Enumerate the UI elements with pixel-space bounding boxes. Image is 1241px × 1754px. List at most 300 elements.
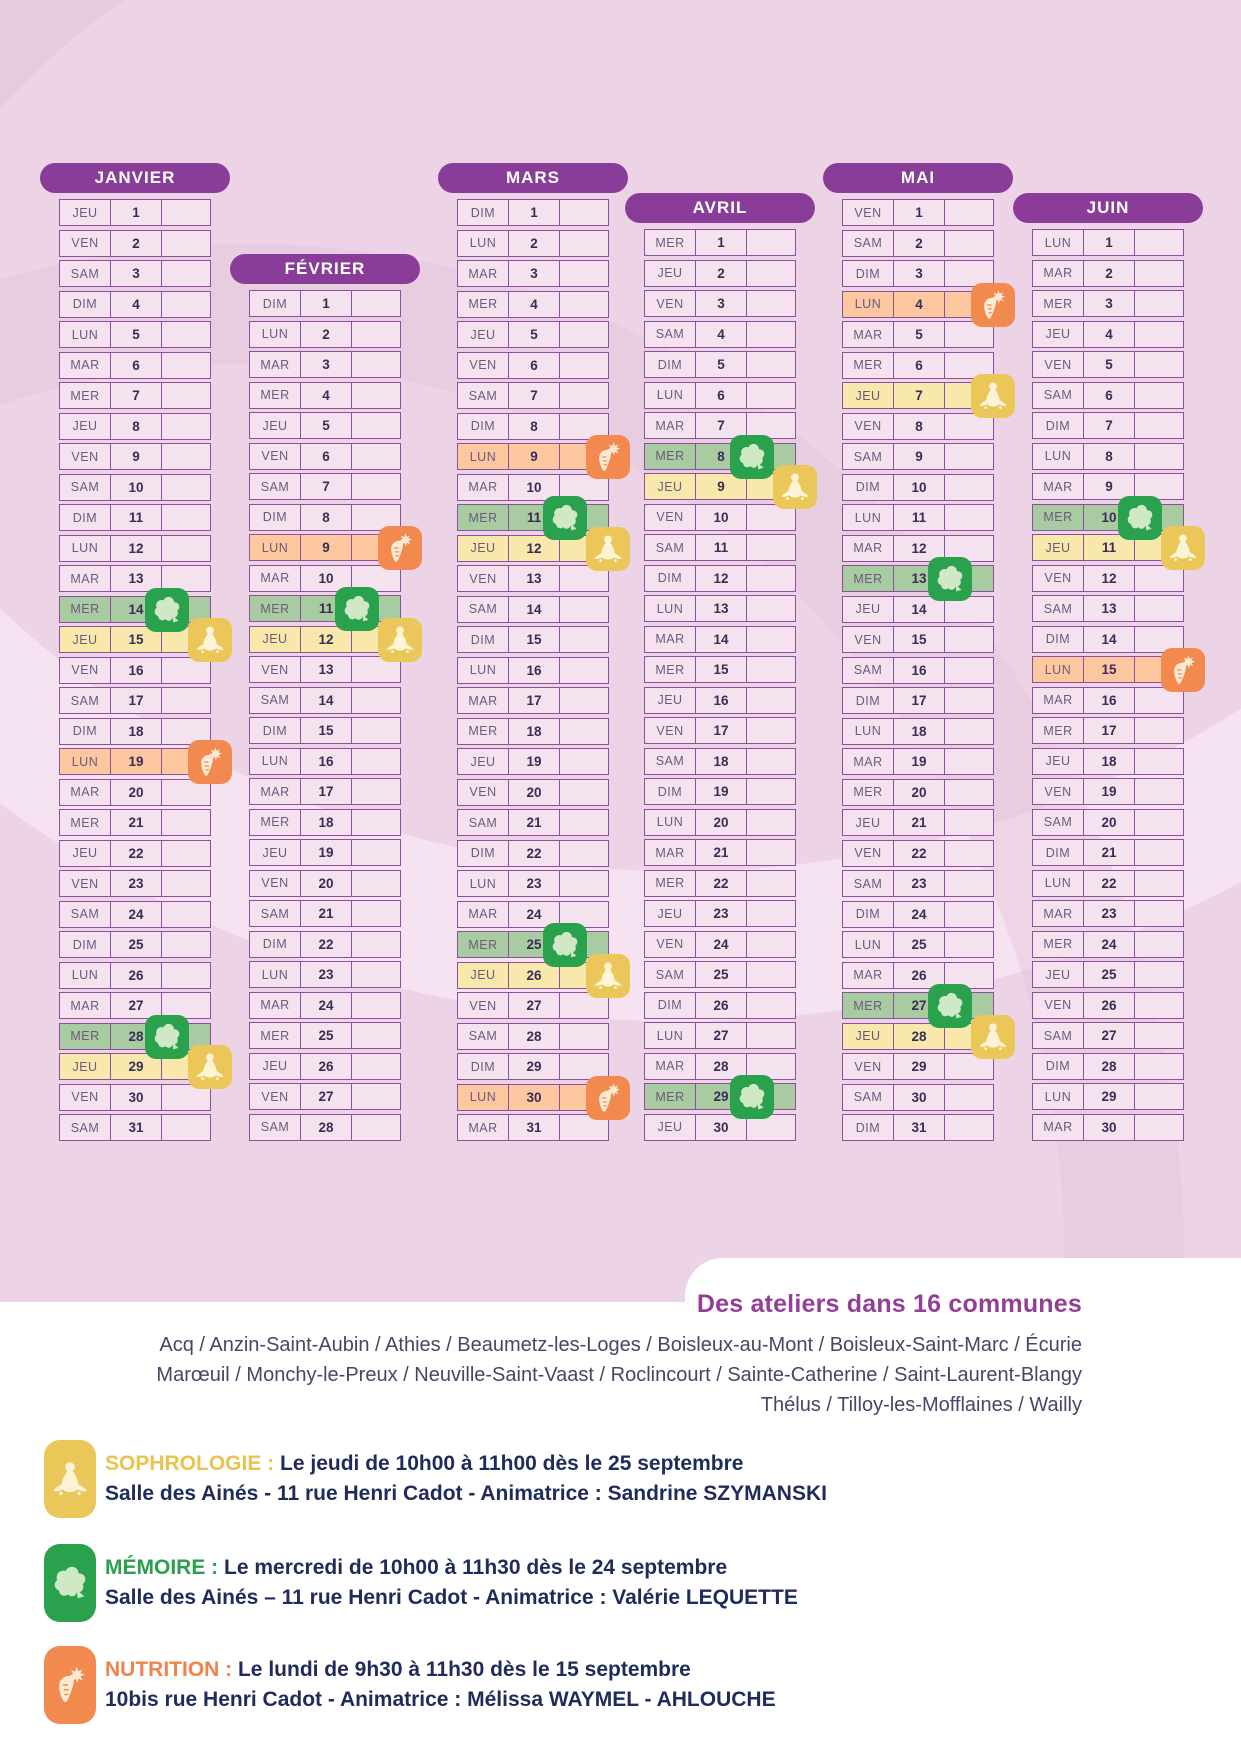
day-of-week-label: LUN: [469, 449, 497, 464]
event-slot: [746, 383, 795, 408]
day-row: [59, 504, 211, 531]
day-number: 2: [508, 231, 559, 256]
day-of-week-label: MER: [655, 662, 685, 677]
day-of-week-label: DIM: [855, 1120, 881, 1135]
event-slot: [944, 658, 993, 683]
day-row: [644, 595, 796, 622]
day-row: [249, 382, 401, 409]
communes-line-3: Thélus / Tilloy-les-Mofflaines / Wailly: [760, 1394, 1082, 1416]
day-row: [249, 961, 401, 988]
day-row: [457, 687, 609, 714]
brain-icon: [335, 587, 379, 631]
event-slot: [351, 779, 400, 804]
day-number: 18: [110, 719, 161, 744]
communes-line-2: Marœuil / Monchy-le-Preux / Neuville-Saint-Vaast / Roclincourt / Sainte-Catherine / Saint-Laurent-Blangy: [156, 1364, 1082, 1386]
legend-text: [105, 1553, 798, 1613]
day-of-week-label: LUN: [1044, 449, 1072, 463]
event-slot: [746, 718, 795, 743]
day-row: [842, 382, 994, 409]
day-number: 29: [695, 1084, 746, 1109]
day-row: [457, 321, 609, 348]
day-row: [842, 1084, 994, 1111]
day-number: 23: [300, 962, 351, 987]
day-row: [1032, 534, 1184, 561]
day-number: 9: [110, 444, 161, 469]
day-row: [644, 534, 796, 561]
day-of-week-label: JEU: [657, 906, 683, 921]
event-slot: [1134, 291, 1183, 316]
event-slot: [1134, 1023, 1183, 1048]
day-number: 5: [893, 322, 944, 347]
day-of-week-label: LUN: [656, 601, 684, 616]
day-number: 23: [893, 871, 944, 896]
day-number: 10: [695, 505, 746, 530]
day-row: [644, 626, 796, 653]
day-number: 21: [508, 810, 559, 835]
communes-list: [60, 1330, 1082, 1420]
day-number: 12: [1083, 566, 1134, 591]
day-of-week-label: VEN: [656, 510, 684, 524]
event-slot: [351, 474, 400, 499]
event-slot: [559, 627, 608, 652]
day-number: 13: [110, 566, 161, 591]
day-number: 18: [695, 749, 746, 774]
day-of-week-label: VEN: [1044, 998, 1072, 1012]
day-number: 30: [695, 1115, 746, 1140]
event-slot: [944, 505, 993, 530]
day-row: [457, 809, 609, 836]
day-of-week-label: MER: [1043, 723, 1073, 738]
event-slot: [559, 810, 608, 835]
event-slot: [161, 841, 210, 866]
day-row: [644, 321, 796, 348]
day-row: [59, 230, 211, 257]
day-number: 30: [110, 1085, 161, 1110]
event-slot: [351, 810, 400, 835]
day-of-week-label: DIM: [262, 296, 288, 311]
day-of-week-label: SAM: [468, 815, 498, 830]
event-slot: [944, 627, 993, 652]
month-juin: [1013, 193, 1203, 1144]
month-header: MAI: [823, 163, 1013, 193]
day-of-week-label: MAR: [468, 266, 498, 281]
day-number: 9: [508, 444, 559, 469]
legend-schedule: Le jeudi de 10h00 à 11h00 dès le 25 septembre: [280, 1452, 744, 1475]
day-of-week-label: MAR: [655, 418, 685, 433]
day-of-week-label: MER: [260, 1028, 290, 1043]
day-of-week-label: VEN: [469, 998, 497, 1013]
day-row: [644, 839, 796, 866]
day-of-week-label: SAM: [1043, 388, 1073, 402]
day-number: 6: [695, 383, 746, 408]
day-row: [1032, 687, 1184, 714]
event-slot: [746, 627, 795, 652]
day-number: 25: [508, 932, 559, 957]
event-slot: [944, 932, 993, 957]
event-slot: [161, 505, 210, 530]
day-number: 28: [110, 1024, 161, 1049]
day-number: 1: [508, 200, 559, 225]
event-slot: [944, 688, 993, 713]
day-of-week-label: DIM: [657, 998, 683, 1012]
day-of-week-label: DIM: [855, 480, 881, 494]
day-row: [249, 839, 401, 866]
day-of-week-label: SAM: [468, 1029, 498, 1043]
day-of-week-label: MAR: [655, 845, 685, 860]
day-of-week-label: MER: [853, 785, 883, 799]
day-row: [457, 260, 609, 287]
event-slot: [351, 871, 400, 896]
event-slot: [746, 291, 795, 316]
event-slot: [559, 658, 608, 683]
day-of-week-label: LUN: [1044, 662, 1072, 677]
day-number: 26: [893, 963, 944, 988]
day-row: [842, 504, 994, 531]
day-number: 15: [1083, 657, 1134, 682]
day-number: 10: [508, 475, 559, 500]
day-row: [842, 748, 994, 775]
day-row: [249, 656, 401, 683]
day-number: 17: [110, 688, 161, 713]
day-number: 8: [300, 505, 351, 530]
day-number: 2: [1083, 261, 1134, 286]
day-row: [249, 534, 401, 561]
day-row: [842, 413, 994, 440]
day-number: 3: [695, 291, 746, 316]
day-row: [59, 870, 211, 897]
day-row: [59, 260, 211, 287]
event-slot: [161, 475, 210, 500]
day-row: [644, 1022, 796, 1049]
day-row: [249, 992, 401, 1019]
day-row: [1032, 229, 1184, 256]
day-number: 24: [1083, 932, 1134, 957]
day-number: 12: [300, 627, 351, 652]
day-number: 8: [1083, 444, 1134, 469]
day-of-week-label: VEN: [71, 1090, 99, 1104]
event-slot: [559, 719, 608, 744]
day-row: [644, 717, 796, 744]
day-number: 11: [508, 505, 559, 530]
day-of-week-label: VEN: [261, 449, 289, 463]
event-slot: [351, 444, 400, 469]
legend-memoire: [44, 1544, 798, 1622]
day-number: 21: [695, 840, 746, 865]
day-of-week-label: DIM: [1045, 1059, 1071, 1073]
day-of-week-label: SAM: [70, 1120, 100, 1135]
carrot-icon: [44, 1646, 96, 1724]
day-number: 1: [695, 230, 746, 255]
day-row: [457, 474, 609, 501]
day-of-week-label: JEU: [470, 968, 496, 982]
carrot-icon: [188, 740, 232, 784]
day-row: [249, 748, 401, 775]
day-of-week-label: JEU: [262, 1059, 288, 1073]
day-row: [249, 900, 401, 927]
legend-schedule-line: [105, 1655, 776, 1685]
day-of-week-label: JEU: [470, 754, 496, 769]
day-of-week-label: JEU: [470, 541, 496, 555]
event-slot: [351, 932, 400, 957]
day-of-week-label: MER: [853, 998, 883, 1013]
day-number: 15: [300, 718, 351, 743]
day-number: 20: [893, 780, 944, 805]
day-of-week-label: SAM: [468, 388, 498, 403]
day-number: 5: [508, 322, 559, 347]
day-number: 21: [893, 810, 944, 835]
day-row: [1032, 565, 1184, 592]
day-row: [842, 474, 994, 501]
event-slot: [559, 688, 608, 713]
day-row: [457, 1084, 609, 1111]
day-number: 28: [508, 1024, 559, 1049]
day-number: 13: [1083, 596, 1134, 621]
day-number: 29: [110, 1054, 161, 1079]
day-number: 23: [508, 871, 559, 896]
day-row: [59, 718, 211, 745]
day-row: [1032, 412, 1184, 439]
day-row: [249, 473, 401, 500]
meditating-person-icon: [971, 374, 1015, 418]
day-row: [59, 291, 211, 318]
day-number: 11: [893, 505, 944, 530]
day-of-week-label: VEN: [469, 571, 497, 586]
day-row: [59, 931, 211, 958]
day-row: [1032, 809, 1184, 836]
day-row: [1032, 595, 1184, 622]
day-of-week-label: DIM: [470, 205, 496, 220]
day-number: 14: [893, 597, 944, 622]
day-of-week-label: VEN: [854, 846, 882, 860]
day-row: [249, 1022, 401, 1049]
day-number: 7: [110, 383, 161, 408]
legend-schedule: Le lundi de 9h30 à 11h30 dès le 15 septembre: [237, 1658, 691, 1681]
brain-icon: [730, 1075, 774, 1119]
day-number: 26: [695, 993, 746, 1018]
day-row: [457, 504, 609, 531]
event-slot: [559, 780, 608, 805]
day-row: [1032, 260, 1184, 287]
day-row: [644, 1083, 796, 1110]
event-slot: [351, 718, 400, 743]
event-slot: [746, 840, 795, 865]
day-row: [842, 992, 994, 1019]
legend-venue-line: 10bis rue Henri Cadot - Animatrice : Mélissa WAYMEL - AHLOUCHE: [105, 1688, 776, 1711]
day-row: [842, 260, 994, 287]
day-number: 7: [1083, 413, 1134, 438]
day-row: [457, 931, 609, 958]
meditating-person-icon: [773, 465, 817, 509]
day-row: [59, 962, 211, 989]
day-row: [842, 687, 994, 714]
day-of-week-label: SAM: [70, 266, 100, 281]
day-of-week-label: VEN: [469, 785, 497, 799]
day-number: 13: [893, 566, 944, 591]
day-of-week-label: MER: [260, 388, 290, 402]
day-of-week-label: SAM: [853, 663, 883, 677]
day-of-week-label: VEN: [261, 1089, 289, 1104]
day-number: 21: [300, 901, 351, 926]
day-row: [457, 352, 609, 379]
day-of-week-label: DIM: [72, 297, 98, 311]
day-of-week-label: MAR: [468, 907, 498, 921]
day-number: 9: [893, 444, 944, 469]
day-number: 10: [1083, 505, 1134, 530]
day-number: 19: [893, 749, 944, 774]
day-of-week-label: VEN: [71, 663, 99, 677]
day-row: [644, 260, 796, 287]
day-row: [1032, 443, 1184, 470]
day-of-week-label: JEU: [72, 1059, 98, 1074]
day-number: 14: [508, 597, 559, 622]
month-mars: [438, 163, 628, 1145]
brain-icon: [44, 1544, 96, 1622]
day-number: 4: [508, 292, 559, 317]
day-row: [842, 443, 994, 470]
event-slot: [161, 1115, 210, 1140]
legend-label: MÉMOIRE :: [105, 1556, 224, 1579]
day-of-week-label: DIM: [470, 846, 496, 860]
day-number: 2: [110, 231, 161, 256]
day-row: [644, 748, 796, 775]
day-of-week-label: MAR: [1043, 1120, 1073, 1134]
day-number: 29: [893, 1054, 944, 1079]
day-of-week-label: SAM: [853, 876, 883, 891]
event-slot: [1134, 1084, 1183, 1109]
day-of-week-label: DIM: [855, 693, 881, 708]
day-row: [842, 1114, 994, 1141]
day-of-week-label: VEN: [71, 876, 99, 891]
day-number: 12: [893, 536, 944, 561]
day-row: [59, 992, 211, 1019]
legend-venue-line: Salle des Ainés – 11 rue Henri Cadot - Animatrice : Valérie LEQUETTE: [105, 1586, 798, 1609]
meditating-person-icon: [188, 1045, 232, 1089]
event-slot: [1134, 413, 1183, 438]
event-slot: [161, 536, 210, 561]
day-number: 11: [1083, 535, 1134, 560]
day-of-week-label: JEU: [657, 266, 683, 280]
day-of-week-label: DIM: [470, 419, 496, 433]
day-of-week-label: MER: [70, 602, 100, 616]
event-slot: [161, 383, 210, 408]
day-row: [457, 626, 609, 653]
event-slot: [1134, 871, 1183, 896]
day-number: 14: [1083, 627, 1134, 652]
day-of-week-label: MAR: [468, 1120, 498, 1135]
day-row: [249, 1083, 401, 1110]
day-of-week-label: MAR: [260, 998, 290, 1012]
day-number: 8: [893, 414, 944, 439]
day-of-week-label: JEU: [855, 602, 881, 616]
day-of-week-label: MER: [853, 358, 883, 372]
day-number: 6: [1083, 383, 1134, 408]
day-row: [842, 565, 994, 592]
day-number: 7: [300, 474, 351, 499]
day-of-week-label: JEU: [855, 1029, 881, 1043]
day-number: 14: [300, 688, 351, 713]
day-row: [249, 809, 401, 836]
event-slot: [1134, 230, 1183, 255]
day-number: 3: [300, 352, 351, 377]
event-slot: [351, 749, 400, 774]
carrot-icon: [971, 283, 1015, 327]
day-of-week-label: VEN: [1044, 571, 1072, 585]
day-of-week-label: MAR: [260, 571, 290, 585]
day-row: [644, 870, 796, 897]
month-janvier: [40, 163, 230, 1145]
day-number: 6: [893, 353, 944, 378]
day-of-week-label: MER: [1043, 296, 1073, 311]
day-of-week-label: SAM: [70, 480, 100, 494]
day-row: [644, 229, 796, 256]
month-mai: [823, 163, 1013, 1145]
day-of-week-label: DIM: [1045, 632, 1071, 646]
day-of-week-label: JEU: [262, 418, 288, 433]
day-number: 23: [1083, 901, 1134, 926]
day-number: 18: [893, 719, 944, 744]
day-row: [842, 840, 994, 867]
day-of-week-label: DIM: [855, 907, 881, 921]
event-slot: [161, 200, 210, 225]
day-row: [59, 809, 211, 836]
day-row: [59, 596, 211, 623]
day-number: 3: [508, 261, 559, 286]
event-slot: [746, 230, 795, 255]
day-row: [249, 443, 401, 470]
day-number: 4: [300, 383, 351, 408]
meditating-person-icon: [44, 1440, 96, 1518]
day-number: 9: [695, 474, 746, 499]
day-row: [59, 565, 211, 592]
brain-icon: [145, 1015, 189, 1059]
day-number: 20: [1083, 810, 1134, 835]
day-number: 25: [110, 932, 161, 957]
day-row: [1032, 961, 1184, 988]
day-number: 25: [695, 962, 746, 987]
carrot-icon: [586, 435, 630, 479]
day-number: 24: [893, 902, 944, 927]
day-row: [644, 931, 796, 958]
event-slot: [559, 322, 608, 347]
day-of-week-label: LUN: [469, 876, 497, 891]
month-table: [842, 199, 994, 1141]
event-slot: [746, 810, 795, 835]
month-header: JUIN: [1013, 193, 1203, 223]
day-number: 31: [508, 1115, 559, 1140]
day-of-week-label: JEU: [1045, 967, 1071, 982]
day-number: 11: [300, 596, 351, 621]
day-of-week-label: DIM: [72, 724, 98, 738]
day-row: [1032, 321, 1184, 348]
event-slot: [944, 749, 993, 774]
day-number: 2: [695, 261, 746, 286]
day-number: 19: [300, 840, 351, 865]
day-number: 1: [110, 200, 161, 225]
day-number: 4: [1083, 322, 1134, 347]
day-number: 15: [110, 627, 161, 652]
day-row: [457, 413, 609, 440]
day-row: [457, 535, 609, 562]
day-of-week-label: SAM: [468, 602, 498, 616]
day-row: [249, 412, 401, 439]
day-of-week-label: DIM: [72, 937, 98, 952]
day-number: 20: [695, 810, 746, 835]
day-number: 26: [300, 1054, 351, 1079]
day-number: 27: [508, 993, 559, 1018]
event-slot: [161, 292, 210, 317]
day-number: 23: [110, 871, 161, 896]
event-slot: [161, 963, 210, 988]
